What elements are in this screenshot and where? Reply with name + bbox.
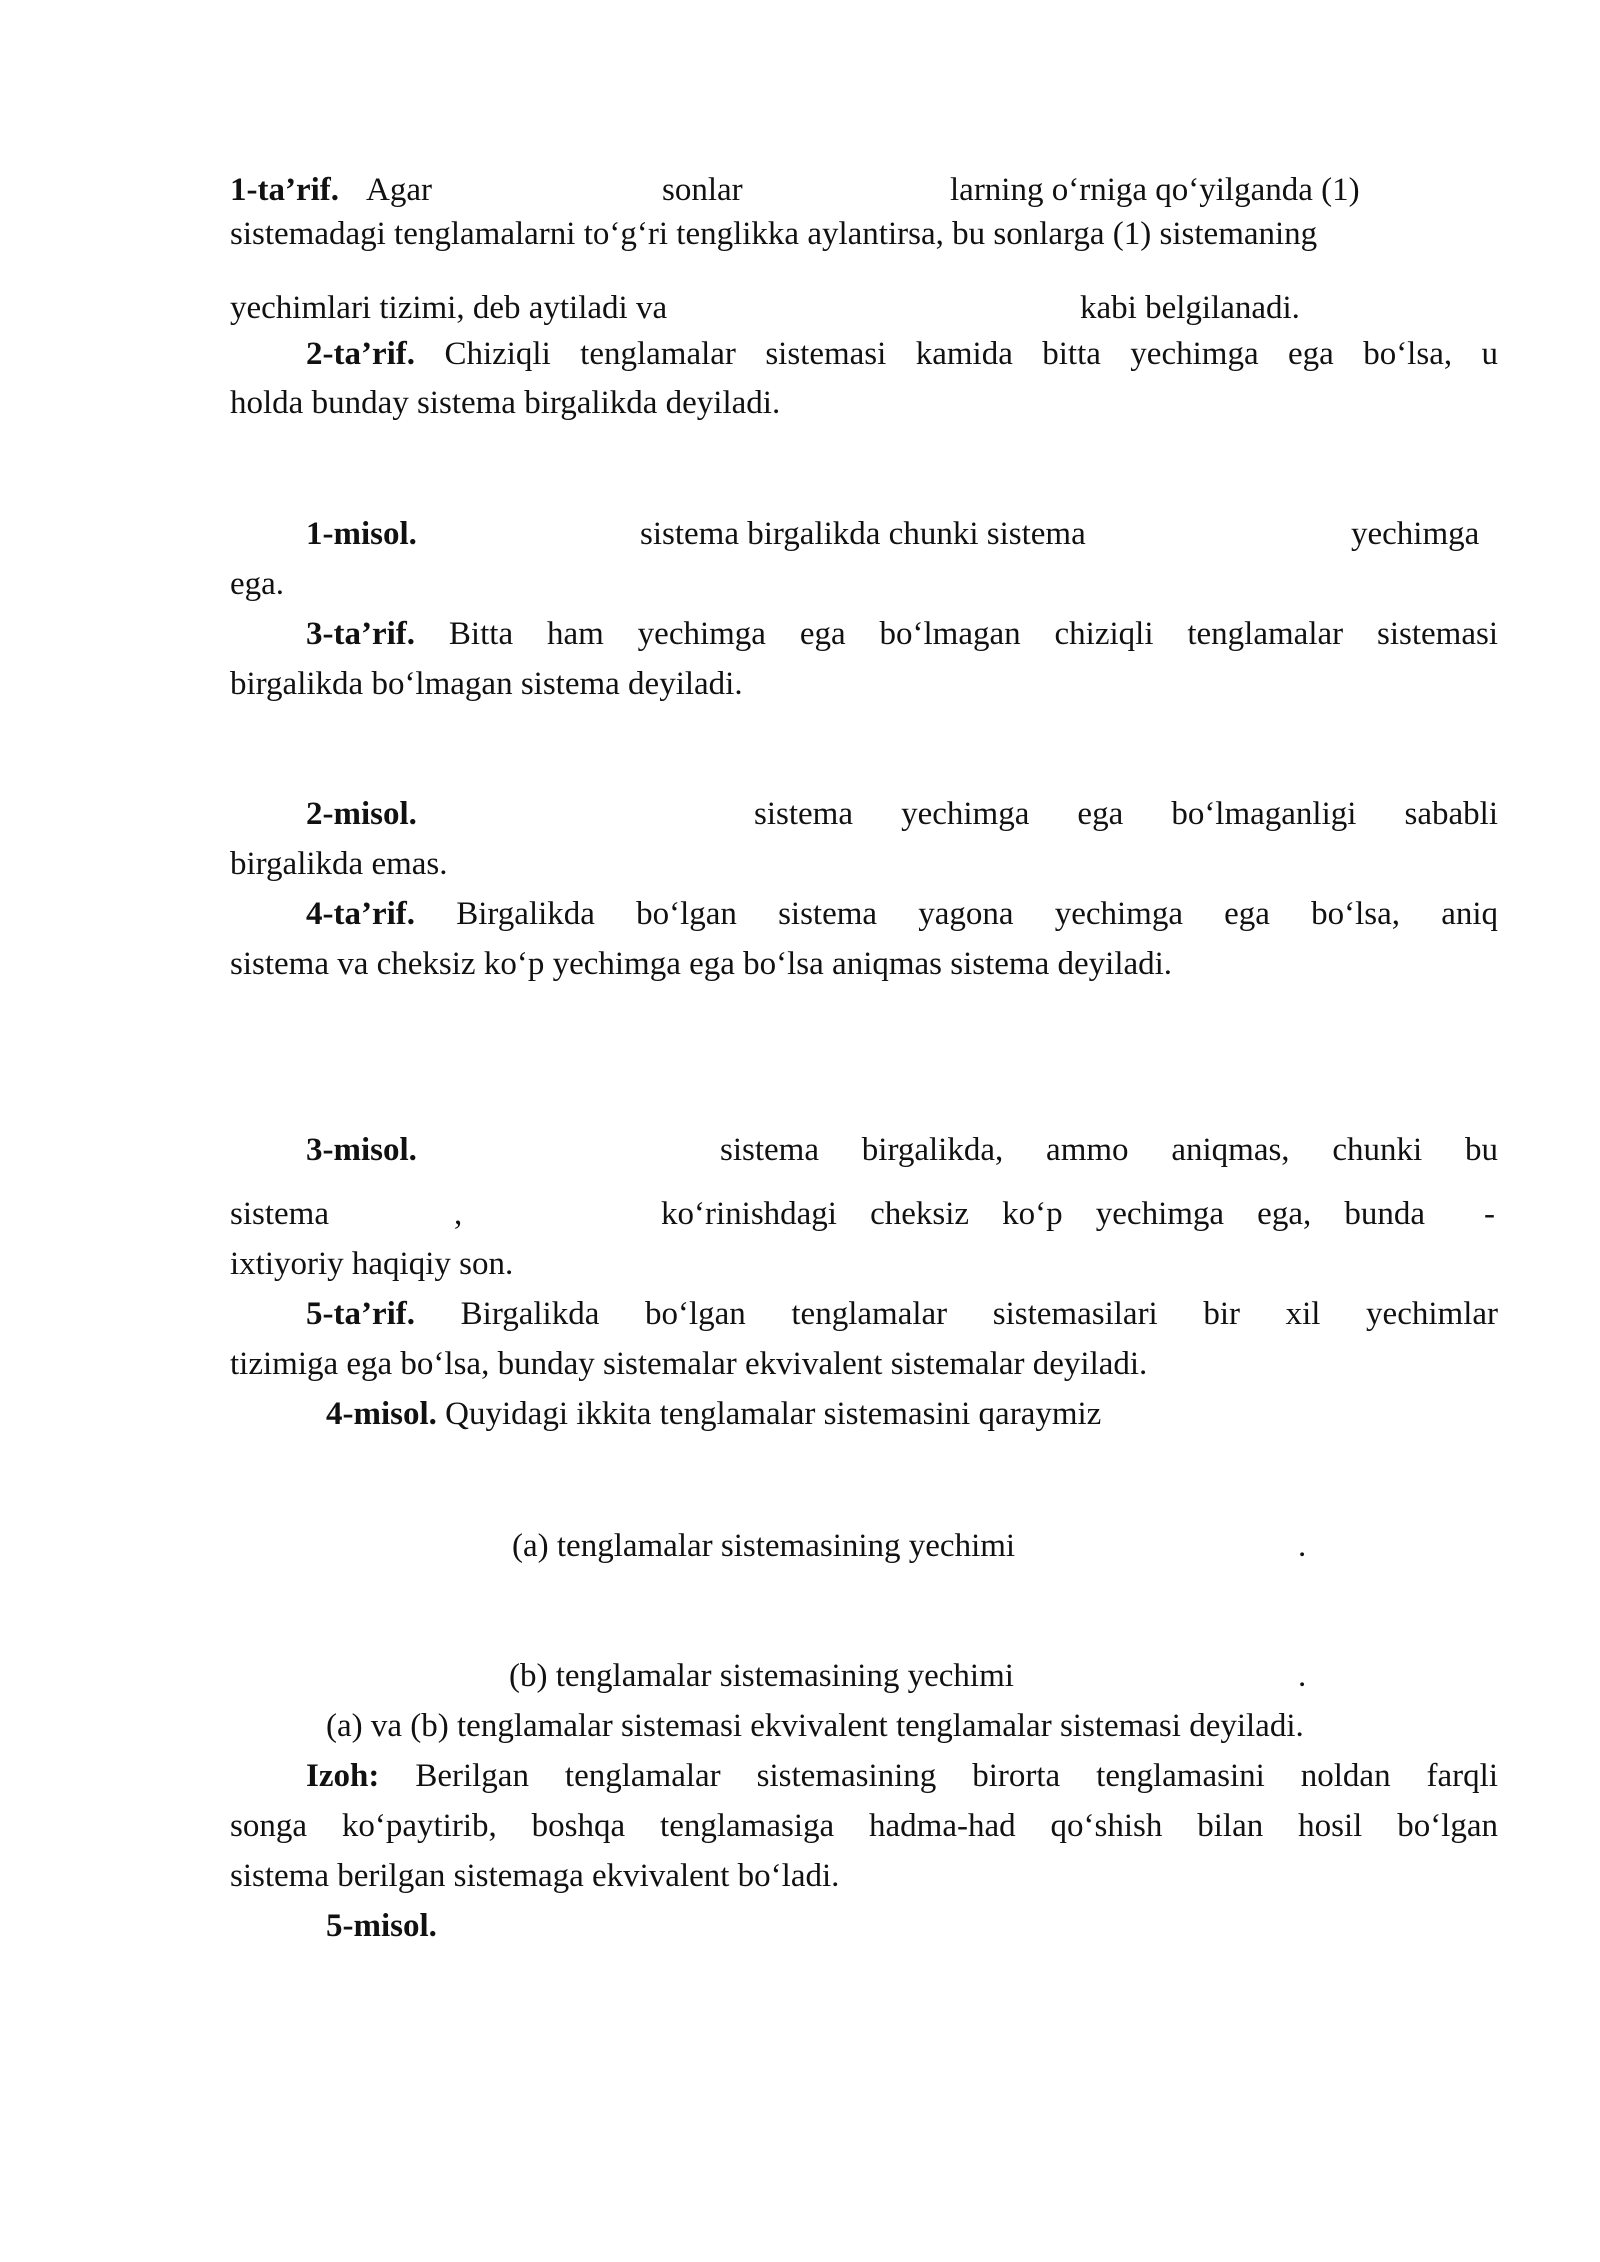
definition-2-text: Chiziqli tenglamalar sistemasi kamida bitta yechimga ega bo‘lsa, u — [444, 336, 1498, 372]
definition-3-label: 3-ta’rif. — [306, 616, 416, 652]
definition-3-text: Bitta ham yechimga ega bo‘lmagan chiziqli tenglamalar sistemasi — [448, 616, 1498, 652]
definition-5-label: 5-ta’rif. — [306, 1296, 416, 1332]
example-3-line-3: ixtiyoriy haqiqiy son. — [230, 1246, 514, 1282]
definition-4-text: Birgalikda bo‘lgan sistema yagona yechimga ega bo‘lsa, aniq — [456, 896, 1499, 932]
definition-1-text-larning: larning o‘rniga qo‘yilganda (1) — [950, 172, 1360, 208]
example-1-line-2: ega. — [230, 566, 285, 602]
example-1-label: 1-misol. — [306, 516, 417, 552]
note-line-3: sistema berilgan sistemaga ekvivalent bo‘ladi. — [230, 1858, 840, 1894]
definition-5-line-2: tizimiga ega bo‘lsa, bunday sistemalar ekvivalent sistemalar deyiladi. — [230, 1346, 1148, 1382]
example-4-line-1 — [326, 1394, 1101, 1434]
definition-2-label: 2-ta’rif. — [306, 336, 416, 372]
example-3-label: 3-misol. — [306, 1132, 417, 1168]
example-3-word-sistema: sistema — [230, 1196, 329, 1232]
example-4-system-b: (b) tenglamalar sistemasining yechimi — [509, 1658, 1014, 1694]
definition-5-line-1 — [306, 1294, 1498, 1334]
example-4-system-b-end: . — [1298, 1658, 1307, 1694]
note-label: Izoh: — [306, 1758, 380, 1794]
example-4-system-a-end: . — [1298, 1528, 1307, 1564]
definition-1-line-2: sistemadagi tenglamalarni to‘g‘ri tenglikka aylantirsa, bu sonlarga (1) sistemaning — [230, 216, 1318, 252]
definition-1-word-sonlar: sonlar — [662, 172, 743, 208]
example-4-text: Quyidagi ikkita tenglamalar sistemasini qaraymiz — [445, 1396, 1102, 1432]
definition-3-line-1 — [306, 614, 1498, 654]
note-text: Berilgan tenglamalar sistemasining birorta tenglamasini noldan farqli — [415, 1758, 1498, 1794]
example-1-text-a: sistema birgalikda chunki sistema — [640, 516, 1086, 552]
example-3-dash: - — [1484, 1196, 1495, 1232]
definition-5-text: Birgalikda bo‘lgan tenglamalar sistemasilari bir xil yechimlar — [460, 1296, 1498, 1332]
definition-4-line-1 — [306, 894, 1498, 934]
example-4-conclusion: (a) va (b) tenglamalar sistemasi ekvivalent tenglamalar sistemasi deyiladi. — [326, 1708, 1304, 1744]
definition-1-label: 1-ta’rif. — [230, 172, 340, 208]
definition-1-line-3a: yechimlari tizimi, deb aytiladi va — [230, 290, 668, 326]
definition-1-line-3b: kabi belgilanadi. — [1080, 290, 1300, 326]
example-2-text-a: sistema yechimga ega bo‘lmaganligi sababli — [754, 796, 1498, 832]
note-line-1 — [306, 1756, 1498, 1796]
definition-1-word-agar: Agar — [366, 172, 432, 208]
example-1-text-b: yechimga — [1351, 516, 1480, 552]
definition-4-line-2: sistema va cheksiz ko‘p yechimga ega bo‘lsa aniqmas sistema deyiladi. — [230, 946, 1173, 982]
example-2-label: 2-misol. — [306, 796, 417, 832]
note-line-2: songa ko‘paytirib, boshqa tenglamasiga hadma-had qo‘shish bilan hosil bo‘lgan — [230, 1808, 1498, 1844]
example-4-label: 4-misol. — [326, 1396, 437, 1432]
example-3-text-a: sistema birgalikda, ammo aniqmas, chunki bu — [720, 1132, 1498, 1168]
example-5-label: 5-misol. — [326, 1908, 437, 1944]
example-4-system-a: (a) tenglamalar sistemasining yechimi — [512, 1528, 1016, 1564]
definition-4-label: 4-ta’rif. — [306, 896, 416, 932]
example-2-line-2: birgalikda emas. — [230, 846, 448, 882]
example-3-text-b: ko‘rinishdagi cheksiz ko‘p yechimga ega, bunda — [661, 1196, 1425, 1232]
definition-3-line-2: birgalikda bo‘lmagan sistema deyiladi. — [230, 666, 743, 702]
example-3-comma: , — [454, 1196, 463, 1232]
definition-2-line-1 — [306, 334, 1498, 374]
definition-2-line-2: holda bunday sistema birgalikda deyiladi. — [230, 385, 781, 421]
